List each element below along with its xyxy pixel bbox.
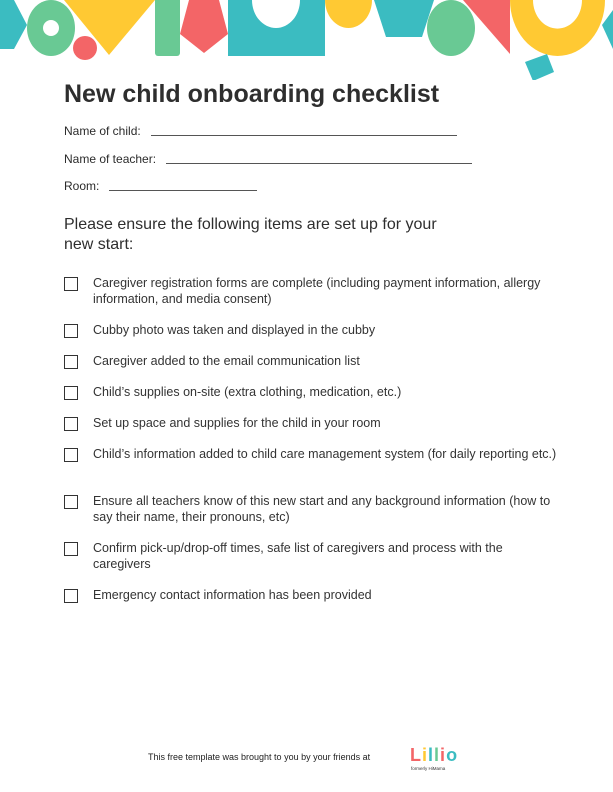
checklist-item bbox=[64, 446, 563, 462]
checklist-item-text: Cubby photo was taken and displayed in the cubby bbox=[93, 323, 376, 337]
checklist-item-text: Child’s supplies on-site (extra clothing, medication, etc.) bbox=[93, 385, 402, 399]
checklist-item bbox=[64, 353, 563, 369]
checkbox[interactable] bbox=[64, 324, 78, 338]
lillio-logo: Lillio bbox=[410, 745, 459, 765]
checklist-item bbox=[64, 540, 563, 572]
teacher-name-field[interactable] bbox=[64, 152, 472, 166]
checkbox[interactable] bbox=[64, 355, 78, 369]
checklist-item-text: Emergency contact information has been provided bbox=[93, 588, 372, 602]
field-label: Name of teacher: bbox=[64, 152, 157, 166]
field-label: Room: bbox=[64, 179, 100, 193]
child-name-field[interactable] bbox=[64, 124, 457, 138]
checkbox[interactable] bbox=[64, 277, 78, 291]
checklist-item bbox=[64, 493, 563, 525]
checkbox[interactable] bbox=[64, 448, 78, 462]
intro-heading: Please ensure the following items are set up for your new start: bbox=[64, 216, 437, 253]
checkbox[interactable] bbox=[64, 386, 78, 400]
child-name-line[interactable] bbox=[151, 134, 457, 136]
teacher-name-line[interactable] bbox=[166, 162, 472, 164]
decorative-shapes-banner bbox=[0, 0, 613, 80]
checklist-item-text: Caregiver added to the email communication list bbox=[93, 354, 360, 368]
room-field[interactable] bbox=[64, 179, 257, 193]
checklist-item bbox=[64, 275, 563, 307]
checklist-item bbox=[64, 415, 563, 431]
checkbox[interactable] bbox=[64, 542, 78, 556]
checklist-item-text: Child’s information added to child care management system (for daily reporting etc.) bbox=[93, 447, 557, 461]
checklist-item bbox=[64, 587, 563, 603]
checkbox[interactable] bbox=[64, 495, 78, 509]
footer-text: This free template was brought to you by your friends at bbox=[148, 752, 371, 762]
checklist-item bbox=[64, 322, 563, 338]
checkbox[interactable] bbox=[64, 589, 78, 603]
room-line[interactable] bbox=[109, 189, 257, 191]
checklist-item-text: Caregiver registration forms are complete (including payment information, allergy information, and media consent) bbox=[93, 276, 541, 306]
checkbox[interactable] bbox=[64, 417, 78, 431]
checklist-item bbox=[64, 384, 563, 400]
checklist-item-text: Ensure all teachers know of this new start and any background information (how to say their name, their pronouns, etc) bbox=[93, 494, 551, 524]
checklist-item-text: Set up space and supplies for the child in your room bbox=[93, 416, 381, 430]
logo-subtitle: formerly HiMama bbox=[411, 766, 446, 771]
checklist-item-text: Confirm pick-up/drop-off times, safe list of caregivers and process with the caregivers bbox=[93, 541, 503, 571]
page-title: New child onboarding checklist bbox=[64, 80, 440, 108]
field-label: Name of child: bbox=[64, 124, 141, 138]
